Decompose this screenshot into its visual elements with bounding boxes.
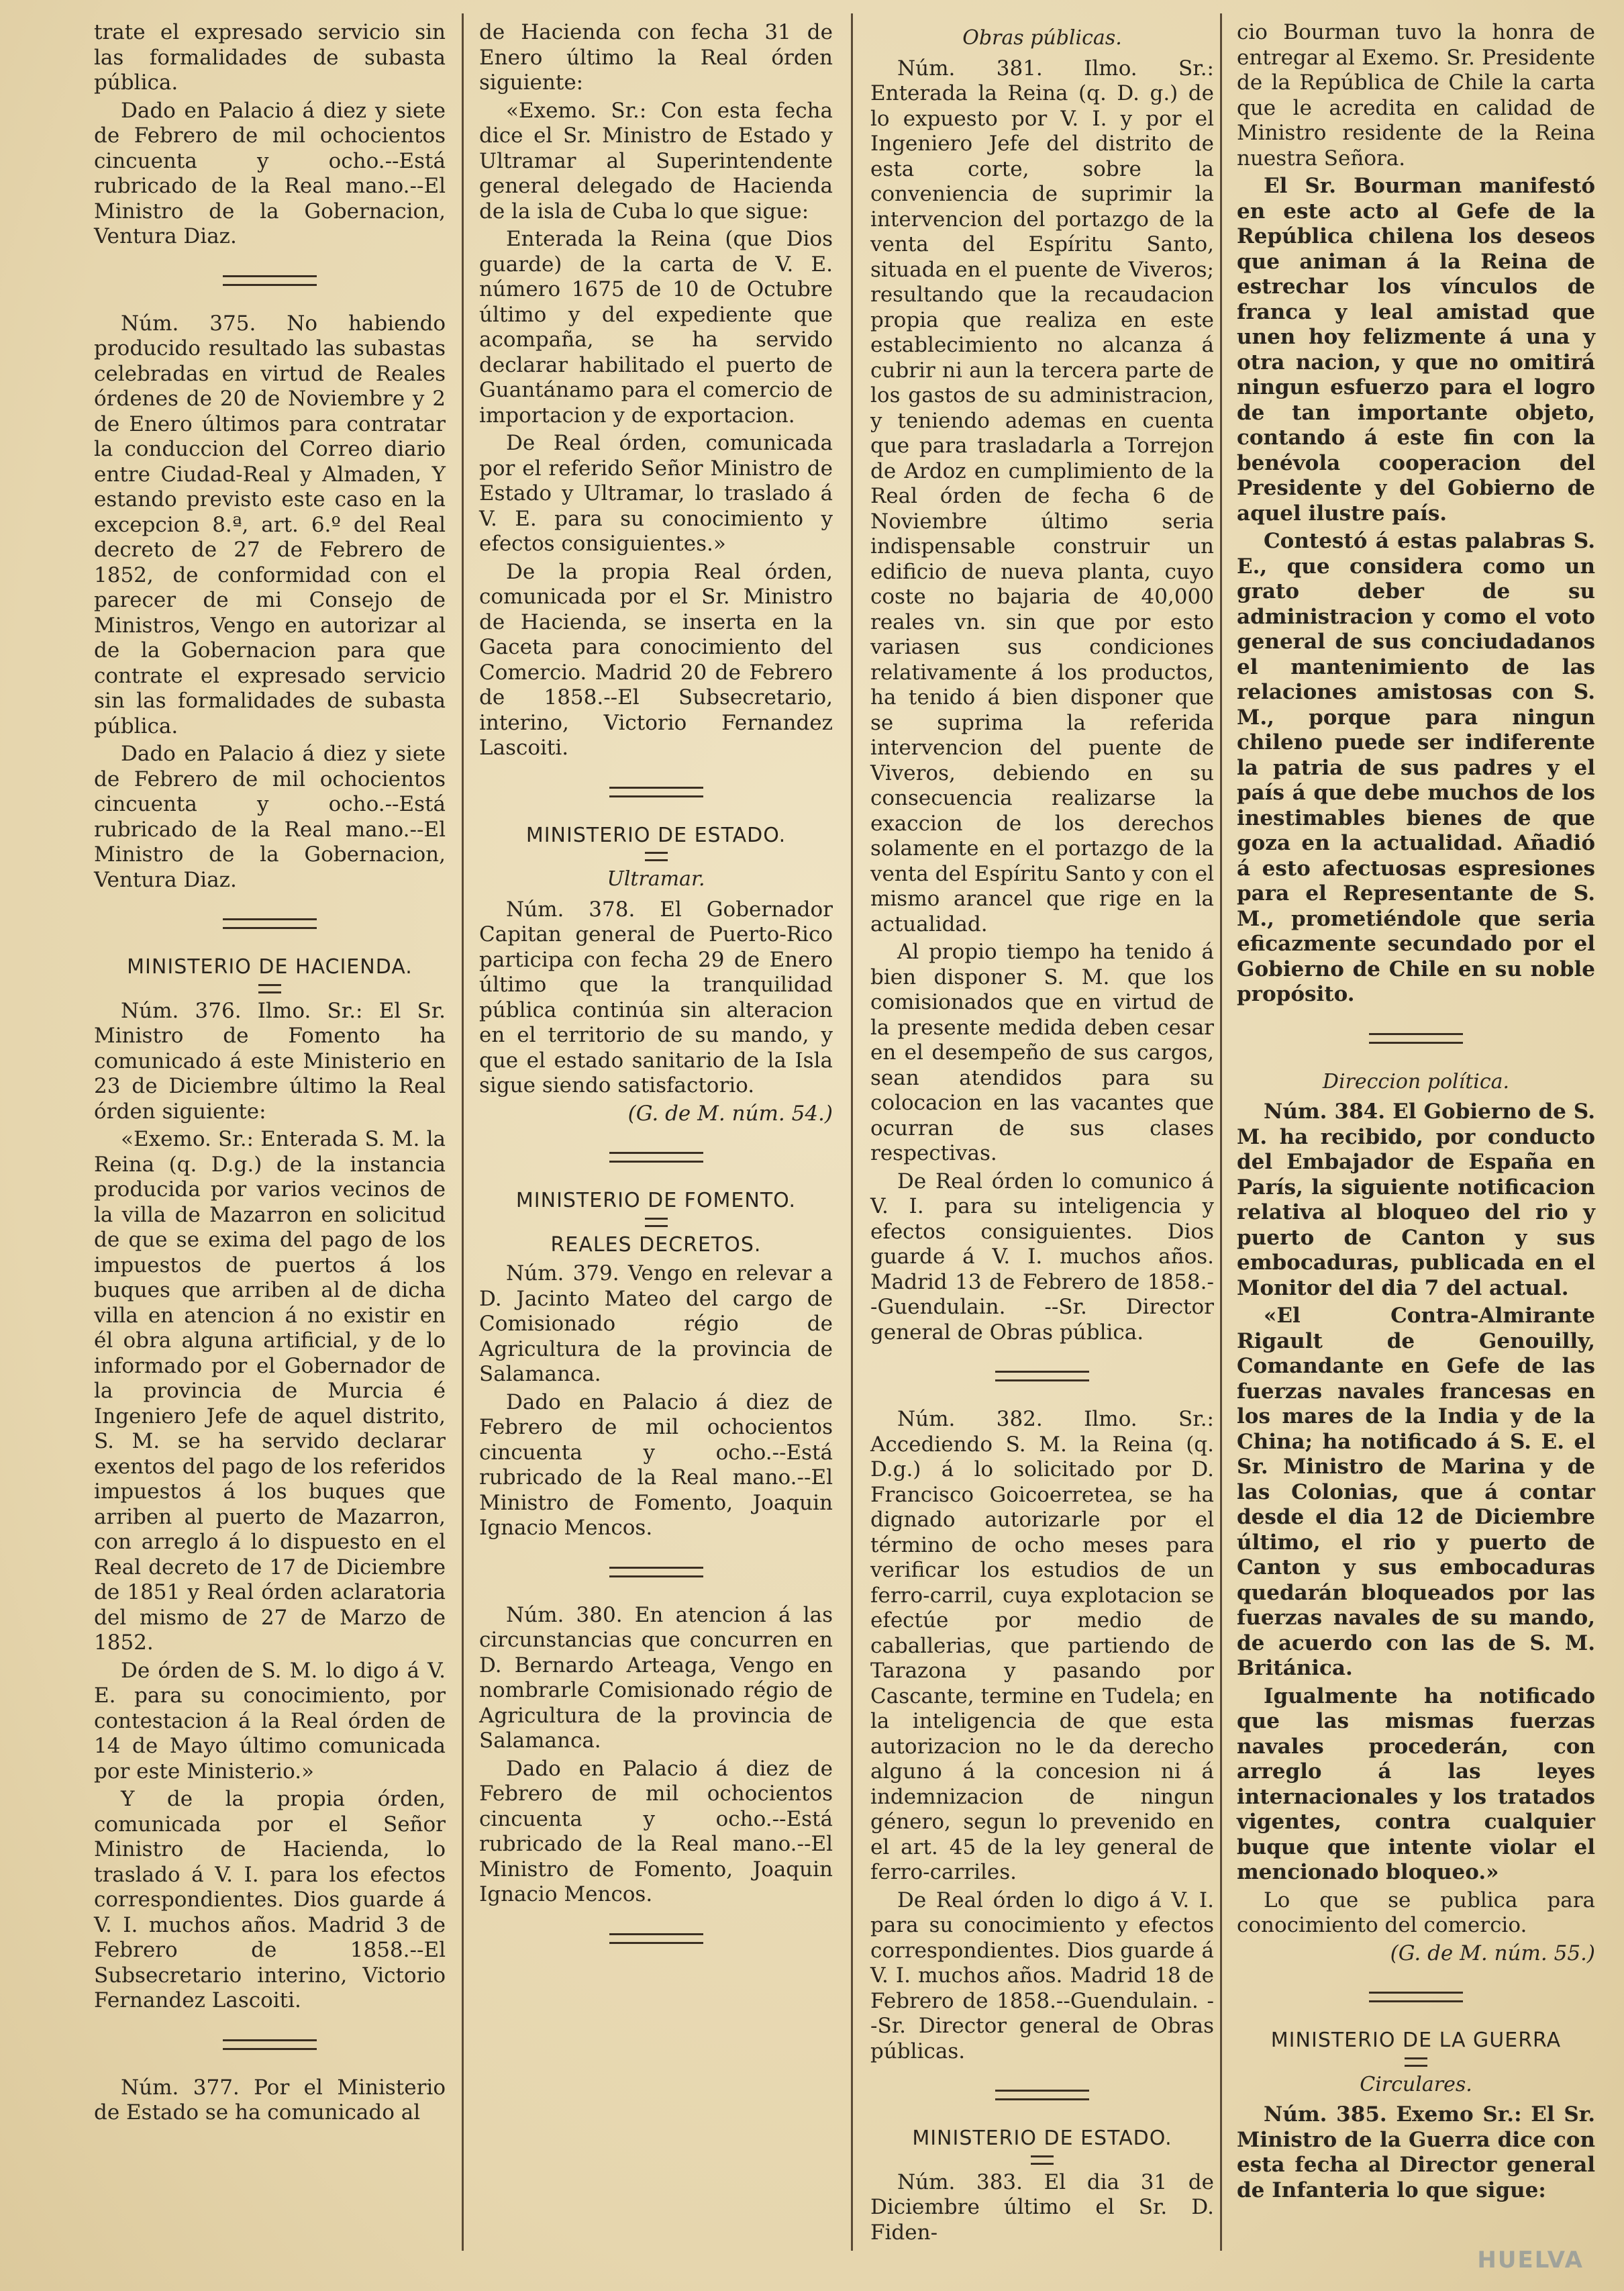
column-rule xyxy=(851,13,853,2251)
heading-rule xyxy=(645,1218,668,1227)
paragraph: De Real órden, comunicada por el referido Señor Ministro de Estado y Ultramar, lo traslado á V. E. para su conocimiento y efectos consiguientes.» xyxy=(479,431,833,556)
paragraph: De Real órden lo comunico á V. I. para su inteligencia y efectos consiguientes. Dios guarde á V. I. muchos años. Madrid 13 de Febrero de 1858.--Guendulain. --Sr. Director general de Obras pública. xyxy=(870,1169,1214,1345)
subsection-heading: Obras públicas. xyxy=(962,26,1122,50)
section-ornament xyxy=(1369,1033,1463,1044)
column-rule xyxy=(462,13,464,2251)
paragraph: Núm. 376. Ilmo. Sr.: El Sr. Ministro de Fomento ha comunicado á este Ministerio en 23 de Diciembre último la Real órden siguiente: xyxy=(94,998,446,1124)
paragraph: «Exemo. Sr.: Con esta fecha dice el Sr. Ministro de Estado y Ultramar al Superintendente general delegado de Hacienda de la isla de Cuba lo que sigue: xyxy=(479,98,833,224)
column-1 xyxy=(85,20,455,2271)
heading-rule xyxy=(1031,2155,1054,2165)
subsection-heading: Circulares. xyxy=(1360,2072,1472,2096)
section-ornament xyxy=(1369,1992,1463,2002)
section-ornament xyxy=(223,918,317,929)
paragraph: Núm. 382. Ilmo. Sr.: Accediendo S. M. la Reina (q. D.g.) á lo solicitado por D. Francisco Goicoerretea, se ha dignado autorizarle por el término de ocho meses para verificar los estudios de un ferro-carril, cuya explotacion se efectúe por medio de caballerias, que partiendo de Tarazona y pasando por Cascante, termine en Tudela; en la inteligencia de que esta autorizacion no le da derecho alguno á la concesion ni á indemnizacion de ningun género, segun lo prevenido en el art. 45 de la ley general de ferro-carriles. xyxy=(870,1407,1214,1884)
source-citation: (G. de M. núm. 54.) xyxy=(627,1101,833,1126)
paragraph: Núm. 383. El dia 31 de Diciembre último el Sr. D. Fiden- xyxy=(870,2170,1214,2245)
section-heading: MINISTERIO DE HACIENDA. xyxy=(127,955,413,979)
heading-rule xyxy=(258,984,281,993)
paragraph: Al propio tiempo ha tenido á bien disponer S. M. que los comisionados que en virtud de la presente medida deben cesar en el desempeño de sus cargos, sean atendidos para su colocacion en las vacantes que ocurran de sus clases respectivas. xyxy=(870,940,1214,1165)
paragraph: Dado en Palacio á diez de Febrero de mil ochocientos cincuenta y ocho.--Está rubricado de la Real mano.--El Ministro de Fomento, Joaquin Ignacio Mencos. xyxy=(479,1756,833,1906)
paragraph: de Hacienda con fecha 31 de Enero último la Real órden siguiente: xyxy=(479,20,833,95)
paragraph: Enterada la Reina (que Dios guarde) de la carta de V. E. número 1675 de 10 de Octubre último y del expediente que acompaña, se ha servido declarar habilitado el puerto de Guantánamo para el comercio de importacion y de exportacion. xyxy=(479,227,833,428)
paragraph: De órden de S. M. lo digo á V. E. para su conocimiento, por contestacion á la Real órden de 14 de Mayo último comunicada por este Ministerio.» xyxy=(94,1658,446,1784)
paragraph: Núm. 384. El Gobierno de S. M. ha recibido, por conducto del Embajador de España en París, la siguiente notificacion relativa al bloqueo del rio y puerto de Canton y sus embocaduras, publicada en el Monitor del dia 7 del actual. xyxy=(1237,1100,1595,1300)
heading-rule xyxy=(645,852,668,861)
paragraph: trate el expresado servicio sin las formalidades de subasta pública. xyxy=(94,20,446,95)
paragraph: Núm. 378. El Gobernador Capitan general de Puerto-Rico participa con fecha 29 de Enero último que la tranquilidad pública continúa sin alteracion en el territorio de su mando, y que el estado sanitario de la Isla sigue siendo satisfactorio. xyxy=(479,897,833,1098)
column-4 xyxy=(1227,20,1605,2271)
paragraph: Contestó á estas palabras S. E., que considera como un grato deber de su administracion y como el voto general de sus conciudadanos el mantenimiento de las relaciones amistosas con S. M., porque para ningun chileno puede ser indiferente la patria de sus padres y el país á que debe muchos de los inestimables bienes de que goza en la actualidad. Añadió á esto afectuosas espresiones para el Representante de S. M., prometiéndole que seria eficazmente secundado por el Gobierno de Chile en su noble propósito. xyxy=(1237,529,1595,1006)
subsection-heading: Ultramar. xyxy=(607,867,705,891)
paragraph: Dado en Palacio á diez y siete de Febrero de mil ochocientos cincuenta y ocho.--Está rubricado de la Real mano.--El Ministro de la Gobernacion, Ventura Diaz. xyxy=(94,742,446,892)
section-ornament xyxy=(609,787,703,797)
library-watermark: HUELVA xyxy=(1477,2247,1584,2274)
paragraph: Núm. 375. No habiendo producido resultado las subastas celebradas en virtud de Reales órdenes de 20 de Noviembre y 2 de Enero últimos para contratar la conduccion del Correo diario entre Ciudad-Real y Almaden, Y estando previsto este caso en la excepcion 8.ª, art. 6.º del Real decreto de 27 de Febrero de 1852, de conformidad con el parecer de mi Consejo de Ministros, Vengo en autorizar al de la Gobernacion para que contrate el expresado servicio sin las formalidades de subasta pública. xyxy=(94,311,446,738)
section-heading: REALES DECRETOS. xyxy=(550,1232,762,1257)
paragraph: Núm. 385. Exemo Sr.: El Sr. Ministro de la Guerra dice con esta fecha al Director general de Infanteria lo que sigue: xyxy=(1237,2102,1595,2202)
paragraph: Núm. 381. Ilmo. Sr.: Enterada la Reina (q. D. g.) de lo expuesto por V. I. y por el Ingeniero Jefe del distrito de esta corte, sobre la conveniencia de suprimir la intervencion del portazgo de la venta del Espíritu Santo, situada en el puente de Viveros; resultando que la recaudacion propia que realiza en este establecimiento no alcanza á cubrir ni aun la tercera parte de los gastos de su administracion, y teniendo ademas en cuenta que para trasladarla a Torrejon de Ardoz en cumplimiento de la Real órden de fecha 6 de Noviembre último seria indispensable construir un edificio de nueva planta, cuyo coste no bajaria de 40,000 reales vn. sin que por esto variasen sus condiciones relativamente á los productos, ha tenido á bien disponer que se suprima la referida intervencion del puente de Viveros, debiendo en su consecuencia realizarse la exaccion de los derechos solamente en el portazgo de la venta del Espíritu Santo y con el mismo arancel que rige en la actualidad. xyxy=(870,56,1215,936)
paragraph: Y de la propia órden, comunicada por el Señor Ministro de Hacienda, lo traslado á V. I. para los efectos correspondientes. Dios guarde á V. I. muchos años. Madrid 3 de Febrero de 1858.--El Subsecretario interino, Victorio Fernandez Lascoiti. xyxy=(94,1787,446,2012)
section-ornament xyxy=(609,1152,703,1163)
paragraph: El Sr. Bourman manifestó en este acto al Gefe de la República chilena los deseos que animan á la Reina de estrechar los vínculos de franca y leal amistad que unen hoy felizmente á una y otra nacion, y que no omitirá ningun esfuerzo para el logro de tan importante objeto, contando á este fin con la benévola cooperacion del Presidente y del Gobierno de aquel ilustre país. xyxy=(1237,174,1595,526)
paragraph: Núm. 379. Vengo en relevar a D. Jacinto Mateo del cargo de Comisionado régio de Agricultura de la provincia de Salamanca. xyxy=(479,1261,833,1386)
section-ornament xyxy=(609,1933,703,1944)
section-heading: MINISTERIO DE ESTADO. xyxy=(525,823,786,847)
paragraph: Dado en Palacio á diez de Febrero de mil ochocientos cincuenta y ocho.--Está rubricado de la Real mano.--El Ministro de Fomento, Joaquin Ignacio Mencos. xyxy=(479,1390,833,1540)
source-citation: (G. de M. núm. 55.) xyxy=(1390,1941,1595,1965)
paragraph: Lo que se publica para conocimiento del comercio. xyxy=(1237,1888,1595,1937)
heading-rule xyxy=(1405,2057,1427,2067)
section-ornament xyxy=(609,1567,703,1577)
subsection-heading: Direccion política. xyxy=(1322,1069,1510,1093)
section-heading: MINISTERIO DE LA GUERRA xyxy=(1270,2029,1562,2052)
section-ornament xyxy=(223,2039,317,2050)
column-2 xyxy=(470,20,842,2271)
paragraph: «El Contra-Almirante Rigault de Genouilly, Comandante en Gefe de las fuerzas navales francesas en los mares de la India y de la China; ha notificado á S. E. el Sr. Ministro de Marina y de las Colonias, que á contar desde el dia 12 de Diciembre último, el rio y puerto de Canton y sus embocaduras quedarán bloqueados por las fuerzas navales de su mando, de acuerdo con las de S. M. Británica. xyxy=(1237,1304,1595,1680)
section-ornament xyxy=(995,1371,1089,1381)
section-ornament xyxy=(995,2090,1089,2100)
paragraph: cio Bourman tuvo la honra de entregar al Exemo. Sr. Presidente de la República de Chile la carta que le acredita en calidad de Ministro residente de la Reina nuestra Señora. xyxy=(1237,20,1595,170)
paragraph: Núm. 380. En atencion á las circunstancias que concurren en D. Bernardo Arteaga, Vengo en nombrarle Comisionado régio de Agricultura de la provincia de Salamanca. xyxy=(479,1602,833,1753)
paragraph: Núm. 377. Por el Ministerio de Estado se ha comunicado al xyxy=(94,2075,446,2125)
paragraph: De la propia Real órden, comunicada por el Sr. Ministro de Hacienda, se inserta en la Gaceta para conocimiento del Comercio. Madrid 20 de Febrero de 1858.--El Subsecretario, interino, Victorio Fernandez Lascoiti. xyxy=(479,559,833,760)
paragraph: Dado en Palacio á diez y siete de Febrero de mil ochocientos cincuenta y ocho.--Está rubricado de la Real mano.--El Ministro de la Gobernacion, Ventura Diaz. xyxy=(94,98,446,248)
section-heading: MINISTERIO DE ESTADO. xyxy=(912,2127,1172,2150)
paragraph: «Exemo. Sr.: Enterada S. M. la Reina (q. D.g.) de la instancia producida por varios vecinos de la villa de Mazarron en solicitud de que se exima del pago de los impuestos de puertos á los buques que arriben al de dicha villa en atencion á no existir en él obra alguna artificial, y de lo informado por el Gobernador de la provincia de Murcia é Ingeniero Jefe de aquel distrito, S. M. se ha servido declarar exentos del pago de los referidos impuestos á los buques que arriben al puerto de Mazarron, con arreglo á lo dispuesto en el Real decreto de 17 de Diciembre de 1851 y Real órden aclaratoria del mismo de 27 de Marzo de 1852. xyxy=(94,1127,446,1655)
column-3 xyxy=(861,20,1223,2271)
section-ornament xyxy=(223,275,317,286)
paragraph: Igualmente ha notificado que las mismas fuerzas navales procederán, con arreglo á las leyes internacionales y los tratados vigentes, contra cualquier buque que intente violar el mencionado bloqueo.» xyxy=(1237,1684,1595,1884)
section-heading: MINISTERIO DE FOMENTO. xyxy=(515,1189,797,1212)
paragraph: De Real órden lo digo á V. I. para su conocimiento y efectos correspondientes. Dios guarde á V. I. muchos años. Madrid 18 de Febrero de 1858.--Guendulain. --Sr. Director general de Obras públicas. xyxy=(870,1888,1214,2063)
